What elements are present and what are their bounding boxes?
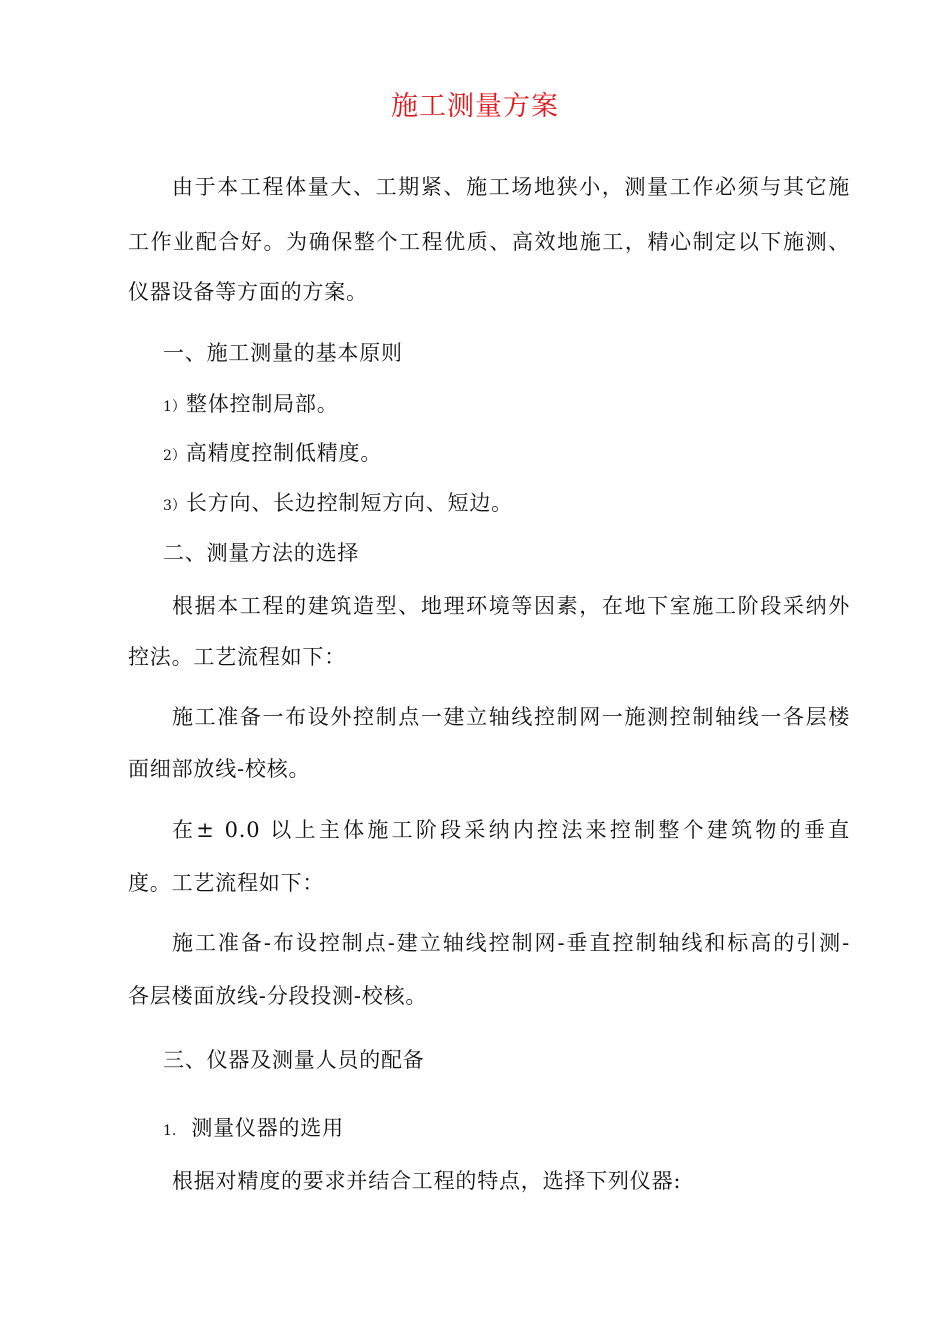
instrument-para: 根据对精度的要求并结合工程的特点，选择下列仪器: <box>172 1169 682 1193</box>
method-para-1-line-1: 根据本工程的建筑造型、地理环境等因素，在地下室施工阶段采纳外 <box>172 594 850 618</box>
item-text: 高精度控制低精度。 <box>185 441 383 465</box>
section-3-heading: 三、仪器及测量人员的配备 <box>163 1048 425 1072</box>
method-para-4-line-1: 施工准备-布设控制点-建立轴线控制网-垂直控制轴线和标高的引测- <box>172 931 850 955</box>
subsection-heading <box>163 1113 344 1146</box>
method-para-3-line-2: 度。工艺流程如下： <box>128 871 325 895</box>
method-para-1-line-2: 控法。工艺流程如下： <box>128 645 346 669</box>
method-para-4-line-2: 各层楼面放线-分段投测-校核。 <box>128 984 428 1008</box>
item-number: 2） <box>163 448 186 464</box>
section-2-heading: 二、测量方法的选择 <box>163 541 360 565</box>
method-para-3-line-1: 在± 0.0 以上主体施工阶段采纳内控法来控制整个建筑物的垂直 <box>172 818 850 842</box>
subsection-title: 测量仪器的选用 <box>191 1116 344 1140</box>
item-text: 长方向、长边控制短方向、短边。 <box>185 491 513 515</box>
item-text: 整体控制局部。 <box>185 392 339 416</box>
method-para-2-line-1: 施工准备一布设外控制点一建立轴线控制网一施测控制轴线一各层楼 <box>172 705 850 729</box>
method-para-2-line-2: 面细部放线-校核。 <box>128 757 311 781</box>
principle-item-2 <box>163 438 382 471</box>
section-1-heading: 一、施工测量的基本原则 <box>163 341 403 365</box>
item-number: 1） <box>163 399 186 415</box>
intro-line-3: 仪器设备等方面的方案。 <box>128 280 368 304</box>
subsection-number: 1. <box>163 1123 177 1139</box>
page-title: 施工测量方案 <box>391 91 559 122</box>
intro-line-2: 工作业配合好。为确保整个工程优质、高效地施工，精心制定以下施测、 <box>128 230 850 254</box>
principle-item-3 <box>163 488 513 521</box>
intro-line-1: 由于本工程体量大、工期紧、施工场地狭小，测量工作必须与其它施 <box>172 175 850 199</box>
principle-item-1 <box>163 389 339 422</box>
item-number: 3） <box>163 498 186 514</box>
